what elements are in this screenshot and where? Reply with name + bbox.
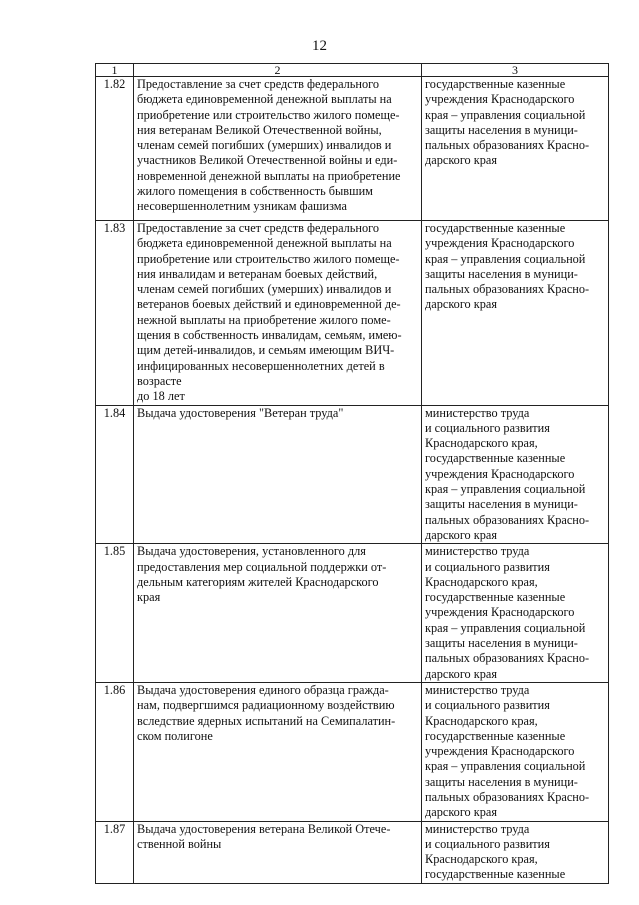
table-row	[96, 77, 609, 221]
service-description: Предоставление за счет средств федерального бюджета единовременной денежной выплаты на приобретение или строительство жилого помеще- ния ветеранам Великой Отечественной войны, членам семей погибших (умерших) инвалидов и участников Великой Отечественной войны и еди- новременной денежной выплаты на приобретение жилого помещения в собственность бывшим несовершеннолетним узникам фашизма	[134, 77, 422, 221]
table-row	[96, 221, 609, 406]
row-number: 1.84	[96, 405, 134, 544]
responsible-authority: министерство труда и социального развития Краснодарского края, государственные казенные учреждения Краснодарского края – управления социальной защиты населения в муници- пальных образованиях Красно- дарского края	[422, 682, 609, 821]
responsible-authority: министерство труда и социального развития Краснодарского края, государственные казенные	[422, 821, 609, 883]
row-number: 1.83	[96, 221, 134, 406]
row-number: 1.82	[96, 77, 134, 221]
table-header-row	[96, 64, 609, 77]
table-row	[96, 544, 609, 683]
service-description: Выдача удостоверения "Ветеран труда"	[134, 405, 422, 544]
responsible-authority: министерство труда и социального развития Краснодарского края, государственные казенные учреждения Краснодарского края – управления социальной защиты населения в муници- пальных образованиях Красно- дарского края	[422, 405, 609, 544]
responsible-authority: государственные казенные учреждения Краснодарского края – управления социальной защиты населения в муници- пальных образованиях Красно- дарского края	[422, 221, 609, 406]
page-number: 12	[312, 38, 327, 54]
row-number: 1.87	[96, 821, 134, 883]
column-header-service: 2	[134, 64, 422, 77]
service-description: Предоставление за счет средств федерального бюджета единовременной денежной выплаты на приобретение или строительство жилого помеще- ния инвалидам и ветеранам боевых действий, членам семей погибших (умерших) инвалидов и ветеранов боевых действий и единовременной де- нежной выплаты на приобретение жилого поме- щения в собственность инвалидам, семьям, имею- щим детей-инвалидов, и семьям имеющим ВИЧ- инфицированных несовершеннолетних детей в возрасте до 18 лет	[134, 221, 422, 406]
table-row	[96, 821, 609, 883]
services-table	[95, 63, 609, 884]
column-header-number: 1	[96, 64, 134, 77]
row-number: 1.86	[96, 682, 134, 821]
row-number: 1.85	[96, 544, 134, 683]
service-description: Выдача удостоверения единого образца гражда- нам, подвергшимся радиационному воздействию вследствие ядерных испытаний на Семипалатин- ском полигоне	[134, 682, 422, 821]
responsible-authority: государственные казенные учреждения Краснодарского края – управления социальной защиты населения в муници- пальных образованиях Красно- дарского края	[422, 77, 609, 221]
table-row	[96, 682, 609, 821]
responsible-authority: министерство труда и социального развития Краснодарского края, государственные казенные учреждения Краснодарского края – управления социальной защиты населения в муници- пальных образованиях Красно- дарского края	[422, 544, 609, 683]
service-description: Выдача удостоверения, установленного для предоставления мер социальной поддержки от- дельным категориям жителей Краснодарского края	[134, 544, 422, 683]
table-row	[96, 405, 609, 544]
service-description: Выдача удостоверения ветерана Великой Отече- ственной войны	[134, 821, 422, 883]
column-header-responsible: 3	[422, 64, 609, 77]
